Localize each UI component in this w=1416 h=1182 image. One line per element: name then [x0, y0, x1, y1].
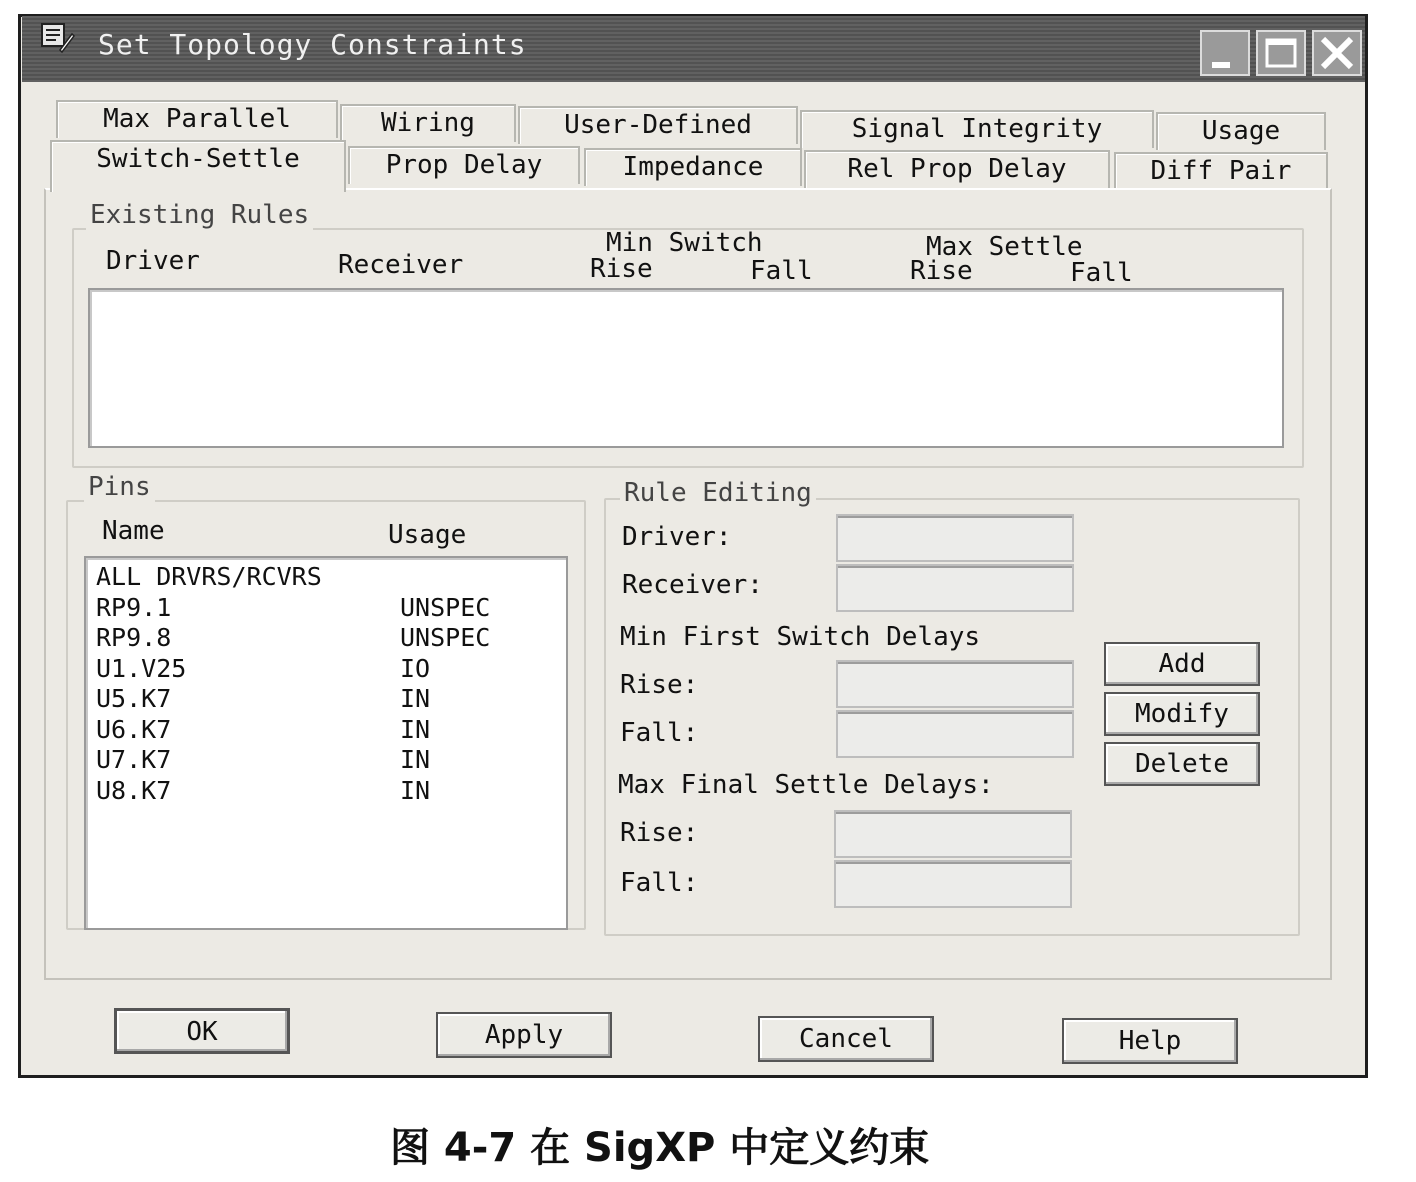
pin-name: U8.K7 — [96, 775, 172, 805]
column-header-min-rise: Rise — [590, 254, 653, 284]
pin-usage: IN — [400, 684, 431, 713]
pins-header-usage: Usage — [388, 520, 467, 550]
max-final-settle-label: Max Final Settle Delays: — [618, 770, 994, 800]
column-header-driver: Driver — [106, 246, 200, 276]
min-fall-input[interactable] — [838, 712, 1076, 758]
ok-button[interactable]: OK — [114, 1008, 290, 1054]
tab-label: Diff Pair — [1150, 156, 1292, 186]
existing-rules-list[interactable] — [88, 288, 1284, 448]
max-fall-input[interactable] — [836, 862, 1074, 908]
pins-list[interactable] — [84, 556, 568, 930]
help-button[interactable]: Help — [1062, 1018, 1238, 1064]
pin-name: ALL DRVRS/RCVRS — [96, 562, 322, 591]
column-header-receiver: Receiver — [338, 250, 464, 280]
pin-usage: UNSPEC — [400, 623, 491, 652]
existing-rules-label: Existing Rules — [86, 200, 313, 230]
pin-usage: IN — [400, 775, 431, 805]
pin-row[interactable] — [90, 776, 560, 806]
tab-label: Rel Prop Delay — [847, 154, 1067, 184]
tab-usage[interactable] — [1156, 112, 1326, 150]
close-icon — [1314, 32, 1360, 74]
tab-diff-pair[interactable] — [1114, 152, 1328, 190]
pin-row[interactable] — [90, 715, 560, 745]
min-rise-label: Rise: — [620, 670, 699, 700]
pins-label: Pins — [84, 472, 155, 502]
min-rise-field[interactable] — [836, 660, 1074, 708]
column-header-max-rise: Rise — [910, 256, 973, 286]
column-header-max-settle: Max Settle — [926, 232, 1083, 262]
pins-header-name: Name — [102, 516, 165, 546]
driver-field[interactable] — [836, 514, 1074, 562]
pin-name: U7.K7 — [96, 745, 172, 774]
tab-label: Prop Delay — [385, 150, 543, 180]
cancel-button[interactable]: Cancel — [758, 1016, 934, 1062]
receiver-field[interactable] — [836, 564, 1074, 612]
tab-label: Max Parallel — [103, 104, 291, 134]
pin-row[interactable] — [90, 684, 560, 714]
pin-name: RP9.1 — [96, 592, 172, 622]
pin-row[interactable] — [90, 654, 560, 684]
column-header-max-fall: Fall — [1070, 258, 1133, 288]
column-header-min-switch: Min Switch — [606, 228, 763, 258]
maximize-icon — [1258, 32, 1304, 74]
pin-row[interactable] — [90, 623, 560, 653]
pin-name: RP9.8 — [96, 623, 172, 652]
tab-prop-delay[interactable] — [348, 146, 580, 184]
receiver-label: Receiver: — [622, 570, 763, 600]
tab-impedance[interactable] — [584, 148, 802, 186]
delete-button[interactable]: Delete — [1104, 742, 1260, 786]
tab-label: Usage — [1201, 116, 1281, 146]
max-rise-input[interactable] — [836, 812, 1074, 858]
max-fall-field[interactable] — [834, 860, 1072, 908]
tab-wiring[interactable] — [340, 104, 516, 142]
min-rise-input[interactable] — [838, 662, 1076, 708]
pin-row[interactable] — [90, 593, 560, 623]
max-rise-field[interactable] — [834, 810, 1072, 858]
max-fall-label: Fall: — [620, 868, 699, 898]
pin-row[interactable] — [90, 562, 560, 592]
min-fall-label: Fall: — [620, 718, 699, 748]
pin-usage: UNSPEC — [400, 592, 491, 622]
tab-label: Wiring — [381, 108, 475, 138]
tab-switch-settle[interactable] — [50, 140, 346, 192]
minimize-icon — [1202, 32, 1248, 74]
tab-signal-integrity[interactable] — [800, 110, 1154, 148]
column-header-min-fall: Fall — [750, 256, 813, 286]
tab-label: Switch-Settle — [96, 144, 300, 174]
pin-name: U5.K7 — [96, 684, 172, 713]
pin-usage: IN — [400, 714, 431, 744]
tab-label: Impedance — [622, 152, 764, 182]
driver-input[interactable] — [838, 516, 1076, 562]
apply-button[interactable]: Apply — [436, 1012, 612, 1058]
app-icon[interactable] — [40, 20, 76, 54]
modify-button[interactable]: Modify — [1104, 692, 1260, 736]
add-button[interactable]: Add — [1104, 642, 1260, 686]
receiver-input[interactable] — [838, 566, 1076, 612]
max-rise-label: Rise: — [620, 818, 699, 848]
maximize-button[interactable] — [1256, 30, 1306, 76]
pin-name: U6.K7 — [96, 714, 172, 744]
figure-caption: 图 4-7 在 SigXP 中定义约束 — [390, 1125, 930, 1171]
min-fall-field[interactable] — [836, 710, 1074, 758]
pin-usage: IO — [400, 653, 431, 683]
tab-max-parallel[interactable] — [56, 100, 338, 138]
tab-label: Signal Integrity — [851, 114, 1103, 144]
minimize-button[interactable] — [1200, 30, 1250, 76]
rule-editing-label: Rule Editing — [620, 478, 816, 508]
pin-row[interactable] — [90, 745, 560, 775]
window-title: Set Topology Constraints — [98, 28, 527, 61]
tab-user-defined[interactable] — [518, 106, 798, 144]
pin-usage: IN — [400, 745, 431, 774]
tab-rel-prop-delay[interactable] — [804, 150, 1110, 188]
min-first-switch-label: Min First Switch Delays — [620, 622, 981, 652]
pin-name: U1.V25 — [96, 653, 187, 683]
driver-label: Driver: — [622, 522, 732, 552]
close-button[interactable] — [1312, 30, 1362, 76]
tab-label: User-Defined — [564, 110, 752, 140]
